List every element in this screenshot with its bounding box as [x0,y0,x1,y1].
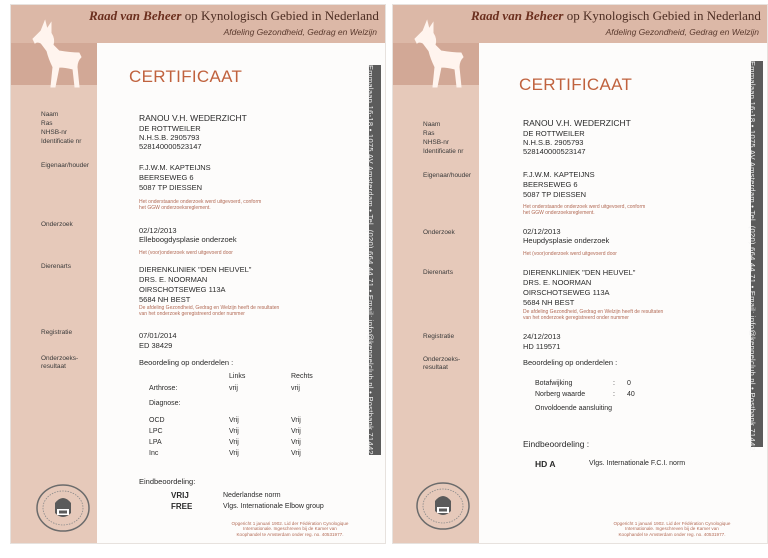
result-heading: Beoordeling op onderdelen : [523,358,618,367]
side-address-line: Emmalaan 16-18 • 1075 AV Amsterdam • Tel. (020) 664 44 71 • Email: info@kennelclub.nl • Postbank 71442 [366,65,375,455]
label-naam: Naam [423,121,441,128]
final-code: HD A [535,459,556,469]
registration-date: 24/12/2013 [523,332,561,341]
arthrose-left: vrij [229,385,238,392]
owner-note-1: Het onderstaande onderzoek werd uitgevoerd, conform [139,199,262,205]
owner-street: BEERSEWEG 6 [523,180,578,189]
logo-box [11,43,97,85]
vet-name: DRS. E. NOORMAN [139,275,208,284]
vet-note-1: De afdeling Gezondheid, Gedrag en Welzijn heeft de resultaten [139,305,280,311]
footer-line-2: Internationale. Ingeschreven bij de Kamer van [625,526,719,531]
owner-note-2: het GGW onderzoeksreglement. [523,210,595,216]
owner-city: 5087 TP DIESSEN [523,190,587,199]
measurement-separator: : [613,391,615,398]
label-dierenarts: Dierenarts [423,269,453,276]
diagnosis-label: LPC [149,428,163,435]
label-ras: Ras [423,130,435,137]
diagnosis-label: LPA [149,439,162,446]
label-nhsb: NHSB-nr [41,129,68,136]
label-resultaat-1: Onderzoeks- [41,355,79,362]
measurement-separator: : [613,380,615,387]
side-address-text [748,61,763,451]
owner-note-2: het GGW onderzoeksreglement. [139,205,211,211]
organization-name-bold: Raad van Beheer [471,8,564,23]
dog-name: RANOU V.H. WEDERZICHT [523,118,631,128]
label-nhsb: NHSB-nr [423,139,450,146]
vet-city: 5684 NH BEST [523,298,575,307]
registration-number: HD 119571 [523,342,561,351]
vet-note-2: van het onderzoek geregistreerd onder nummer [523,315,629,321]
fci-seal-icon [35,483,91,533]
organization-name-rest: op Kynologisch Gebied in Nederland [563,8,761,23]
footer-line-2: Internationale. Ingeschreven bij de Kamer van [243,526,337,531]
dog-nhsb: N.H.S.B. 2905793 [523,138,584,147]
registration-number: ED 38429 [139,341,173,350]
organization-name [89,8,379,24]
owner-note-1: Het onderstaande onderzoek werd uitgevoerd, conform [523,204,646,210]
label-identificatie: Identificatie nr [423,148,464,155]
diagnosis-right: Vrij [291,439,301,446]
dog-chip: 528140000523147 [139,142,202,151]
organization-name-rest: op Kynologisch Gebied in Nederland [181,8,379,23]
side-address-line: Emmalaan 16-18 • 1075 AV Amsterdam • Tel. (020) 664 44 71 • Email: info@kennelclub.nl • Postbank 71442 [748,61,757,451]
organization-name-bold: Raad van Beheer [89,8,182,23]
vet-note-1: De afdeling Gezondheid, Gedrag en Welzijn heeft de resultaten [523,309,664,315]
dog-logo-icon [407,13,469,93]
vet-clinic: DIERENKLINIEK "DEN HEUVEL" [139,265,252,274]
diagnosis-left: Vrij [229,450,239,457]
measurement-value: 0 [627,380,631,387]
certificate-hip [392,4,768,544]
footer-text [597,521,747,538]
exam-date: 02/12/2013 [523,227,561,236]
left-color-column [393,43,479,544]
final-text-2: Vlgs. Internationale Elbow group [223,503,324,510]
exam-note: Het (voor)onderzoek werd uitgevoerd door [139,250,233,256]
label-dierenarts: Dierenarts [41,263,71,270]
final-heading: Eindbeoordeling: [139,477,196,486]
label-naam: Naam [41,111,59,118]
organization-name [471,8,761,24]
exam-type: Elleboogdysplasie onderzoek [139,235,237,244]
footer-line-1: Opgericht 1 januari 1902. Lid der Fédération Cynologique [231,520,349,526]
diagnosis-right: Vrij [291,428,301,435]
final-code-2: FREE [171,502,193,511]
column-links: Links [229,373,246,380]
label-resultaat-2: resultaat [423,364,448,371]
diagnosis-right: Vrij [291,417,301,424]
label-resultaat-1: Onderzoeks- [423,356,461,363]
arthrose-right: vrij [291,385,300,392]
dog-logo-icon [25,13,87,93]
conclusion: Onvoldoende aansluiting [535,405,613,412]
department-name: Afdeling Gezondheid, Gedrag en Welzijn [223,27,377,37]
column-rechts: Rechts [291,373,313,380]
measurement-label: Norberg waarde [535,391,586,398]
label-ras: Ras [41,120,53,127]
diagnosis-label: Inc [149,450,159,457]
diagnosis-label: OCD [149,417,165,424]
label-onderzoek: Onderzoek [423,229,455,236]
vet-street: OIRSCHOTSEWEG 113A [523,288,610,297]
vet-name: DRS. E. NOORMAN [523,278,592,287]
diagnose-label: Diagnose: [149,400,181,407]
measurement-value: 40 [627,391,635,398]
fci-seal-icon [415,481,471,531]
logo-box [393,43,479,85]
final-text-1: Nederlandse norm [223,492,281,499]
diagnosis-left: Vrij [229,417,239,424]
certificate-title: CERTIFICAAT [129,67,243,86]
label-registratie: Registratie [423,333,455,340]
footer-line-3: Koophandel te Amsterdam onder reg. no. 40531977. [618,531,726,537]
exam-date: 02/12/2013 [139,226,177,235]
diagnosis-left: Vrij [229,439,239,446]
exam-type: Heupdysplasie onderzoek [523,236,610,245]
certificate-title: CERTIFICAAT [519,75,633,94]
final-code-1: VRIJ [171,491,189,500]
owner-name: F.J.W.M. KAPTEIJNS [523,170,595,179]
label-registratie: Registratie [41,329,73,336]
dog-nhsb: N.H.S.B. 2905793 [139,133,200,142]
footer-line-1: Opgericht 1 januari 1902. Lid der Fédération Cynologique [613,520,731,526]
dog-breed: DE ROTTWEILER [523,129,585,138]
registration-date: 07/01/2014 [139,331,177,340]
owner-name: F.J.W.M. KAPTEIJNS [139,163,211,172]
diagnosis-left: Vrij [229,428,239,435]
exam-note: Het (voor)onderzoek werd uitgevoerd door [523,251,617,257]
measurement-label: Botafwijking [535,380,573,387]
label-eigenaar: Eigenaar/houder [423,172,472,179]
certificate-elbow [10,4,386,544]
footer-text [215,521,365,538]
vet-city: 5684 NH BEST [139,295,191,304]
owner-street: BEERSEWEG 6 [139,173,194,182]
dog-breed: DE ROTTWEILER [139,124,201,133]
label-identificatie: Identificatie nr [41,138,82,145]
label-resultaat-2: resultaat [41,363,66,370]
dog-chip: 528140000523147 [523,147,586,156]
label-eigenaar: Eigenaar/houder [41,162,90,169]
vet-street: OIRSCHOTSEWEG 113A [139,285,226,294]
result-heading: Beoordeling op onderdelen : [139,358,234,367]
final-heading: Eindbeoordeling : [523,439,590,449]
label-onderzoek: Onderzoek [41,221,73,228]
dog-name: RANOU V.H. WEDERZICHT [139,113,247,123]
vet-note-2: van het onderzoek geregistreerd onder nummer [139,311,245,317]
footer-line-3: Koophandel te Amsterdam onder reg. no. 40531977. [236,531,344,537]
vet-clinic: DIERENKLINIEK "DEN HEUVEL" [523,268,636,277]
department-name: Afdeling Gezondheid, Gedrag en Welzijn [605,27,759,37]
diagnosis-right: Vrij [291,450,301,457]
arthrose-label: Arthrose: [149,385,178,392]
side-address-text [366,65,381,455]
owner-city: 5087 TP DIESSEN [139,183,203,192]
final-text: Vlgs. Internationale F.C.I. norm [589,460,686,467]
